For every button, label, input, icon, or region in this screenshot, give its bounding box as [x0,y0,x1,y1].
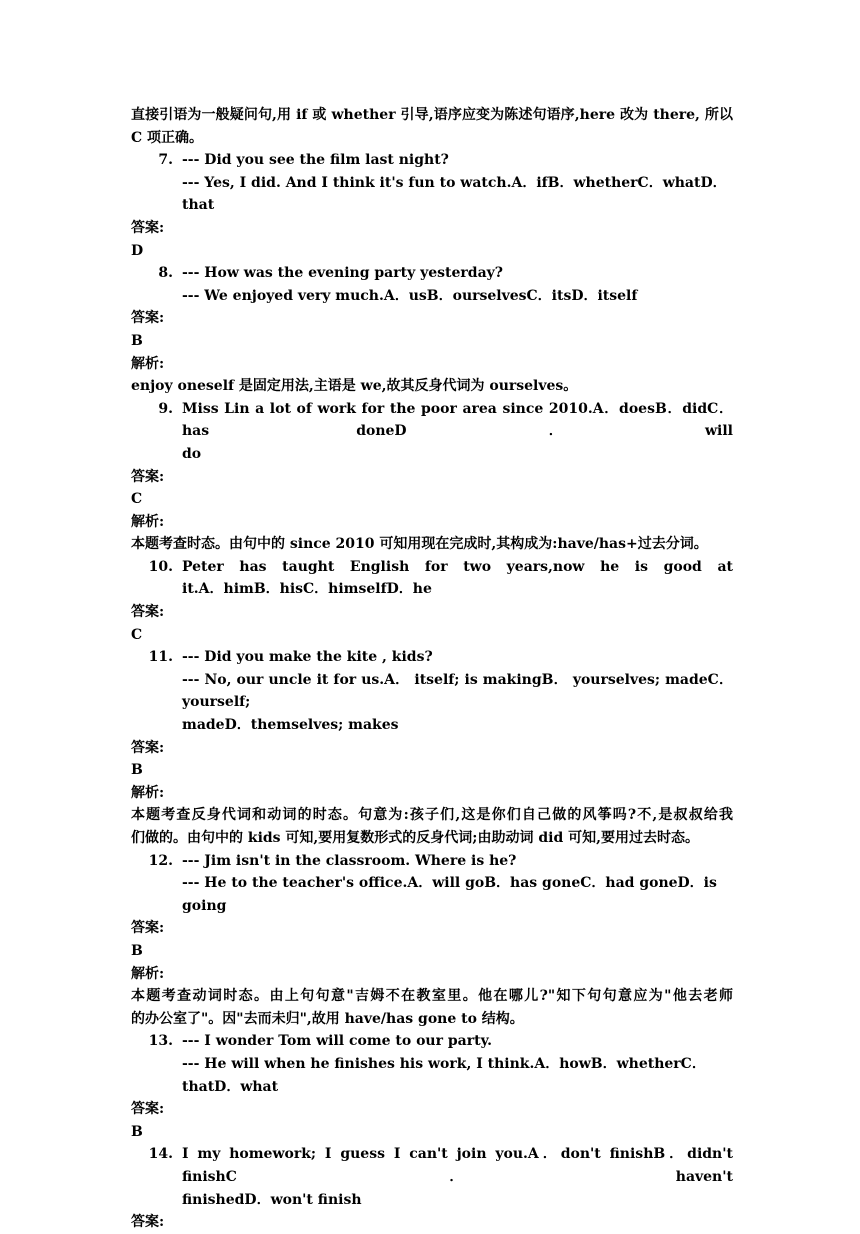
question-line: --- How was the evening party yesterday? [182,265,503,282]
question-number: 11. [148,649,173,666]
analysis-label: 解析: [131,355,165,372]
analysis-label: 解析: [131,965,165,982]
question-number: 7. [158,152,173,169]
question-number: 10. [148,558,173,575]
question-line: --- Yes, I did. And I think it's fun to watch.A．ifB．whetherC．whatD．that [182,174,727,214]
answer-value: B [131,762,143,779]
answer-label: 答案: [131,310,165,327]
document-page [131,104,733,1234]
question-line: it.A．himB．hisC．himselfD．he [182,581,432,598]
intro-line-2: C 项正确。 [131,129,204,146]
analysis-text: 的办公室了"。因"去而未归",故用 have/has gone to 结构。 [131,1010,524,1027]
intro-line-1: 直接引语为一般疑问句,用 if 或 whether 引导,语序应变为陈述句语序,here 改为 there, 所以 [131,107,733,123]
question-line: do [182,445,202,462]
answer-label: 答案: [131,739,165,756]
answer-label: 答案: [131,1101,165,1118]
question-9 [131,398,733,466]
question-8 [131,262,733,307]
question-11 [131,646,733,736]
question-line: finishedD．won't finish [182,1191,362,1208]
question-line: --- Jim isn't in the classroom. Where is he? [182,852,517,869]
question-line: --- He will when he finishes his work, I think.A．howB．whetherC．thatD．what [182,1055,706,1095]
analysis-text: 本题考查时态。由句中的 since 2010 可知用现在完成时,其构成为:have/has+过去分词。 [131,536,708,553]
analysis-text: 本题考查反身代词和动词的时态。句意为:孩子们,这是你们自己做的风筝吗?不,是叔叔给我 [131,807,733,824]
question-line: --- He to the teacher's office.A．will goB．has goneC．had goneD．is going [182,875,717,914]
question-line: I my homework; I guess I can't join you.A．don't finishB．didn't finishC．haven't [182,1146,733,1185]
analysis-label: 解析: [131,513,165,530]
question-number: 14. [148,1146,173,1163]
answer-label: 答案: [131,1214,165,1231]
answer-value: B [131,942,143,959]
answer-value: D [131,242,144,259]
question-line: --- Did you see the film last night? [182,152,449,169]
question-line: --- No, our uncle it for us.A． itself; is makingB． yourselves; madeC． yourself; [182,671,733,711]
answer-value: B [131,1123,143,1140]
question-13 [131,1030,733,1098]
question-number: 8. [158,265,173,282]
question-number: 13. [148,1033,173,1050]
analysis-text: 本题考查动词时态。由上句句意"吉姆不在教室里。他在哪儿?"知下句句意应为"他去老师 [131,988,733,1005]
answer-value: B [131,332,143,349]
answer-label: 答案: [131,604,165,621]
question-number: 9. [158,400,173,417]
answer-value: C [131,626,143,643]
question-12 [131,850,733,918]
question-14 [131,1143,733,1211]
question-line: --- Did you make the kite , kids? [182,649,433,666]
answer-label: 答案: [131,468,165,485]
question-line: --- We enjoyed very much.A．usB．ourselvesC．itsD．itself [182,287,638,304]
analysis-label: 解析: [131,784,165,801]
question-number: 12. [148,852,173,869]
analysis-text: 们做的。由句中的 kids 可知,要用复数形式的反身代词;由助动词 did 可知,要用过去时态。 [131,830,699,846]
answer-value: C [131,491,143,508]
question-line: madeD．themselves; makes [182,717,399,734]
analysis-text: enjoy oneself 是固定用法,主语是 we,故其反身代词为 ourselves。 [131,378,578,395]
answer-label: 答案: [131,920,165,937]
question-line: Peter has taught English for two years,now he is good at [182,558,733,575]
question-line: --- I wonder Tom will come to our party. [182,1033,492,1050]
question-10 [131,556,733,601]
question-line: Miss Lin a lot of work for the poor area since 2010.A．doesB．didC．has doneD．will [182,400,733,440]
question-7 [131,149,733,217]
answer-label: 答案: [131,219,165,236]
